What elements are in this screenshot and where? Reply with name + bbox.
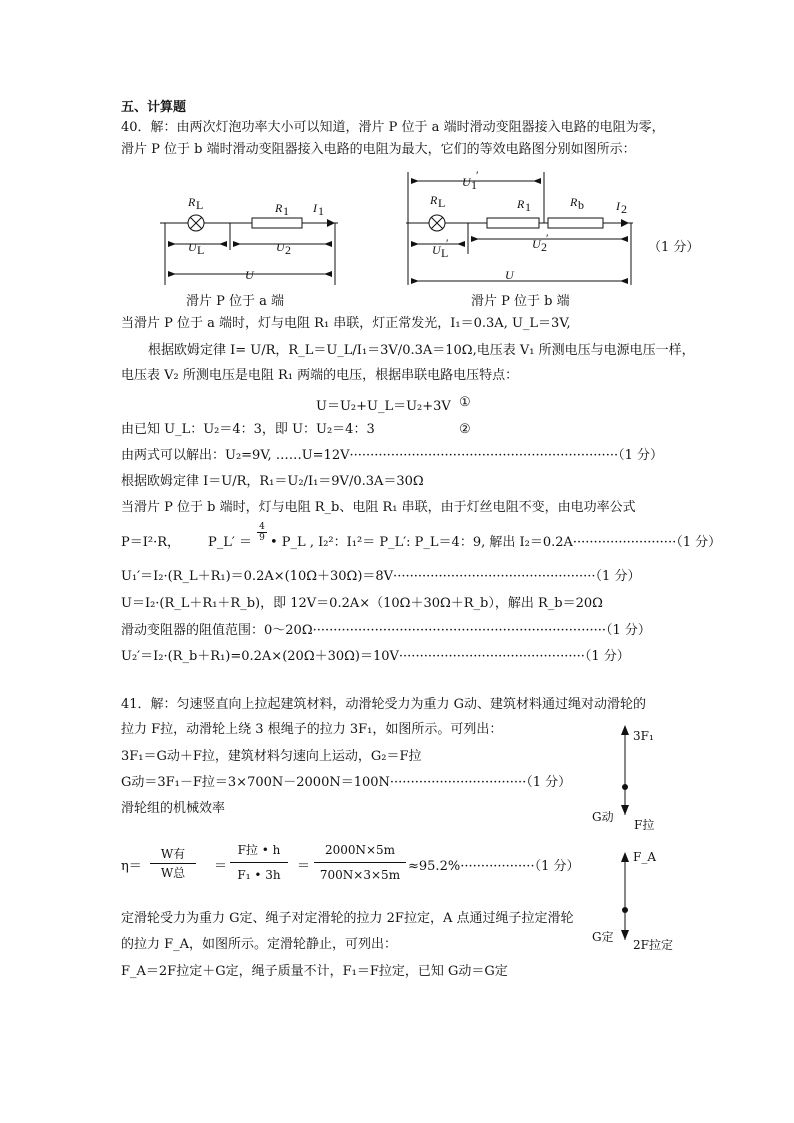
fraction-F-denominator: F₁ • 3h <box>230 862 288 887</box>
label-R1: R <box>275 201 283 215</box>
equation-2-number: ② <box>459 422 471 437</box>
force-3F1-label: 3F₁ <box>633 729 654 743</box>
q40-text-1: 当滑片 P 位于 a 端时，灯与电阻 R₁ 串联，灯正常发光，I₁＝0.3A, U_L＝3V, <box>121 316 571 331</box>
label-RL-sub: L <box>196 198 204 212</box>
force-FA-label: F_A <box>633 850 656 864</box>
fraction-F-numerator: F拉 • h <box>237 843 281 857</box>
q40-text-3: 电压表 V₂ 所测电压是电阻 R₁ 两端的电压，根据串联电路电压特点： <box>121 368 519 383</box>
q40-text-11: 滑动变阻器的阻值范围：0～20Ω·······································································（1 分） <box>121 623 651 638</box>
caption-a: 滑片 P 位于 a 端 <box>186 294 285 309</box>
q40-text-7: 当滑片 P 位于 b 端时，灯与电阻 R_b、电阻 R₁ 串联，由于灯丝电阻不变，由电功率公式 <box>121 500 636 515</box>
label-I1-sub: 1 <box>318 204 324 218</box>
fraction-denominator: 9 <box>257 532 267 543</box>
q41-line-2: 拉力 F拉，动滑轮上绕 3 根绳子的拉力 3F₁，如图所示。可列出： <box>121 722 503 737</box>
force-2F-label: 2F拉定 <box>633 938 673 952</box>
label-R1-b-sub: 1 <box>525 200 531 214</box>
circuit-figures <box>0 0 794 330</box>
label-U: U <box>245 268 254 282</box>
eta-symbol: η＝ <box>121 859 142 874</box>
label-R1-b: R <box>517 197 525 211</box>
label-RL-b-sub: L <box>438 196 446 210</box>
q40-line-1: 40．解：由两次灯泡功率大小可以知道，滑片 P 位于 a 端时滑动变阻器接入电路的电阻为零， <box>121 120 665 135</box>
label-RL-b: R <box>430 193 438 207</box>
figure-score: （1 分） <box>648 240 700 255</box>
label-R1-sub: 1 <box>283 204 289 218</box>
q40-text-8a: P＝I²·R， <box>121 535 181 550</box>
fraction-W-numerator: W有 <box>160 847 186 861</box>
fraction-numerator: 4 <box>259 522 265 532</box>
q41-line-8: F_A＝2F拉定＋G定，绳子质量不计，F₁＝F拉定，已知 G动＝G定 <box>121 964 508 979</box>
q41-line-1: 41．解：匀速竖直向上拉起建筑材料，动滑轮受力为重力 G动、建筑材料通过绳对动滑轮的 <box>121 697 647 712</box>
q40-text-5: 由两式可以解出：U₂=9V, ……U=12V·································································（1 分） <box>121 448 663 463</box>
label-U2: U <box>276 240 285 254</box>
label-U1p-sub: 1 <box>471 178 477 192</box>
fraction-W-denominator: W总 <box>150 863 196 882</box>
label-U2-sub: 2 <box>285 243 291 257</box>
fraction-W <box>150 845 196 882</box>
label-I2: I <box>616 199 620 213</box>
equals-sign-2: ＝ <box>297 859 311 874</box>
label-U1p: U <box>462 175 471 189</box>
eta-result: ≈95.2%··················（1 分） <box>408 859 580 874</box>
label-U2p-prime: ′ <box>546 231 549 245</box>
fraction-F <box>230 838 288 887</box>
label-UL-sub: L <box>197 243 205 257</box>
q40-text-8c: • P_L , I₂²：I₁²＝ P_L′: P_L＝4：9, 解出 I₂＝0.2A·························（1 分） <box>270 535 722 550</box>
label-RL: R <box>188 195 196 209</box>
caption-b: 滑片 P 位于 b 端 <box>471 294 570 309</box>
q41-line-7: 的拉力 F_A，如图所示。定滑轮静止，可列出： <box>121 937 398 952</box>
q40-text-10: U＝I₂·(R_L＋R₁＋R_b)，即 12V＝0.2A×（10Ω＋30Ω＋R_b），解出 R_b＝20Ω <box>121 596 603 611</box>
label-I2-sub: 2 <box>621 202 627 216</box>
fraction-numeric-numerator: 2000N×5m <box>324 843 396 857</box>
fraction-numeric <box>314 838 406 887</box>
label-I1: I <box>313 201 317 215</box>
fraction-numeric-denominator: 700N×3×5m <box>314 862 406 887</box>
force-G-ding-label: G定 <box>592 930 614 944</box>
fraction-4-9 <box>257 522 267 543</box>
label-ULp-prime: ′ <box>446 236 449 250</box>
q41-line-6: 定滑轮受力为重力 G定、绳子对定滑轮的拉力 2F拉定，A 点通过绳子拉定滑轮 <box>121 911 574 926</box>
q40-line-2: 滑片 P 位于 b 端时滑动变阻器接入电路的电阻为最大，它们的等效电路图分别如图所示： <box>121 142 636 157</box>
label-Rb-sub: b <box>578 198 584 212</box>
q40-text-12: U₂′＝I₂·(R_b＋R₁)=0.2A×(20Ω＋30Ω)＝10V·············································（1 分） <box>121 649 630 664</box>
q40-text-4: 由已知 U_L：U₂＝4：3，即 U：U₂＝4：3 <box>121 422 375 437</box>
section-title: 五、计算题 <box>121 100 187 115</box>
q41-line-3: 3F₁＝G动＋F拉，建筑材料匀速向上运动，G₂＝F拉 <box>121 749 422 764</box>
equation-1: U＝U₂+U_L＝U₂+3V <box>316 399 451 414</box>
label-ULp-sub: L <box>441 246 449 260</box>
equation-1-number: ① <box>459 395 471 410</box>
force-F-la-label: F拉 <box>634 818 655 832</box>
equals-sign-1: ＝ <box>214 859 228 874</box>
label-U2p-sub: 2 <box>541 240 547 254</box>
q40-text-6: 根据欧姆定律 I＝U/R，R₁＝U₂/I₁＝9V/0.3A＝30Ω <box>121 474 424 489</box>
label-U1p-prime: ′ <box>476 168 479 182</box>
label-ULp: U <box>432 243 441 257</box>
q41-line-4: G动＝3F₁－F拉＝3×700N－2000N＝100N·································（1 分） <box>121 775 572 790</box>
label-Rb: R <box>570 195 578 209</box>
label-UL: U <box>188 240 197 254</box>
label-U-b: U <box>505 268 514 282</box>
q40-text-2: 根据欧姆定律 I= U/R，R_L＝U_L/I₁＝3V/0.3A＝10Ω,电压表 V₁ 所测电压与电源电压一样， <box>148 343 695 358</box>
q41-line-5: 滑轮组的机械效率 <box>121 801 226 816</box>
label-U2p: U <box>532 237 541 251</box>
q40-text-8b: P_L′ ＝ <box>208 535 252 550</box>
q40-text-9: U₁′＝I₂·(R_L＋R₁)＝0.2A×(10Ω＋30Ω)＝8V·················································（1 分） <box>121 569 641 584</box>
force-G-dong-label: G动 <box>592 810 614 824</box>
